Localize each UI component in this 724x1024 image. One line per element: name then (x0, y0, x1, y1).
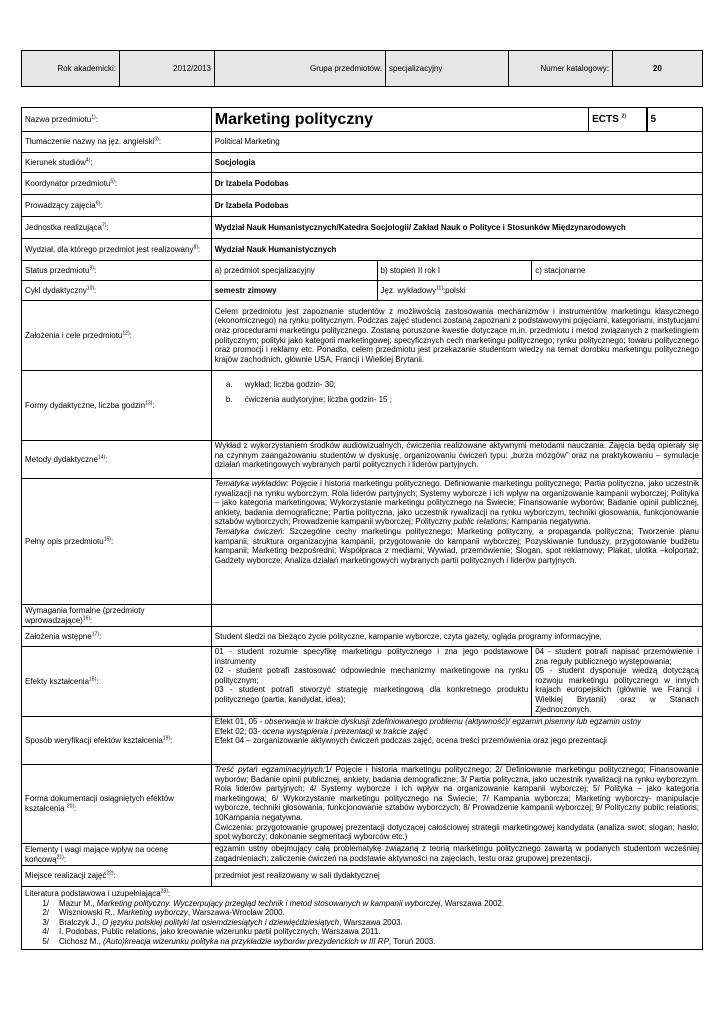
place-label: Miejsce realizacji zajęć$^{22)}$: (22, 866, 212, 887)
course-title: Marketing polityczny (211, 108, 588, 132)
formal-value (211, 605, 702, 627)
methods-label: Metody dydaktyczne$^{14)}$: (22, 441, 212, 479)
row-verify (22, 717, 703, 765)
faculty-value: Wydział Nauk Humanistycznych (211, 239, 702, 261)
prereq-label: Założenia wstępne$^{17)}$: (22, 627, 212, 647)
academic-year-value: 2012/2013 (120, 51, 215, 87)
teacher-label: Prowadzący zajęcia$^{6)}$: (22, 195, 212, 217)
course-group-label: Grupa przedmiotów: (215, 51, 386, 87)
field-value: Socjologia (211, 153, 702, 173)
catalog-value: 20 (613, 51, 703, 87)
row-cycle (22, 281, 703, 301)
row-field (22, 153, 703, 173)
cycle-value: semestr zimowy (211, 281, 377, 301)
row-weights (22, 844, 703, 866)
row-teacher (22, 195, 703, 217)
row-description (22, 479, 703, 605)
row-coordinator (22, 173, 703, 195)
docs-value: Treść pytań egzaminacyjnych:1/ Pojęcie i historia marketingu politycznego; 2/ Definiowanie marketingu politycznego; Finansowanie wyborów; Badanie opinii publicznej, ankiety, badania demograficzne; 3/ Partia polityczna, jako uczestnik rywalizacji na rynku wyborczym. Rola liderów partyjnych; 4/ Systemy wyborcze i ich wpływ na organizowanie kampanii wyborczej; 5/ Polityka – jako kategoria marketingowa; 6/ Wykorzystanie marketingu politycznego na Świecie; 7/ Kampania wyborcza; Marketing wyborczy- manipulacje wyborcze, techniki głosowania, funkcjonowanie sztabów wyborczych; 8/ Prowadzenie kampanii wyborczej; 9/ Polityczny public relations; 10Kampania negatywna. Ćwiczenia: przygotowanie grupowej prezentacji dotyczącej całościowej strategii marketingowej kandydata (analiza swot; slogan; hasło; spot wyborczy; dokonanie segmentacji wyborców etc.) (211, 765, 702, 844)
row-formal (22, 605, 703, 627)
prereq-value: Student śledzi na bieżąco życie polityczne, kampanie wyborcze, czyta gazety, ogląda programy informacyjne, (211, 627, 702, 647)
forms-label: Formy dydaktyczne, liczba godzin$^{13)}$: (22, 371, 212, 441)
effects-label: Efekty kształcenia$^{18)}$: (22, 647, 212, 717)
methods-value: Wykład z wykorzystaniem środków audiowizualnych, ćwiczenia realizowane aktywnymi metodami nauczania. Zajęcia będą opierały się na czynnym zaangażowaniu studentów w dyskusję, organizowaniu ćwiczeń typu: „burza mózgów” oraz na praktykowaniu – symulacje działań marketingowych wybranych partii politycznych i liderów partyjnych. (211, 441, 702, 479)
docs-label: Forma dokumentacji osiągniętych efektów kształcenia $^{20)}$: (22, 765, 212, 844)
row-literature (22, 887, 703, 950)
catalog-label: Numer katalogowy: (509, 51, 613, 87)
cycle-label: Cykl dydaktyczny$^{10)}$: (22, 281, 212, 301)
description-value: Tematyka wykładów: Pojęcie i historia marketingu politycznego. Definiowanie marketingu politycznego; Partia polityczna, jako uczestnik rywalizacji na rynku wyborczym. Rola liderów partyjnych; Systemy wyborcze i ich wpływ na organizowanie kampanii wyborczej; Polityka – jako kategoria marketingowa; Wykorzystanie marketingu politycznego na Świecie; Finansowanie wyborów; Badanie opinii publicznej, ankiety, badania demograficzne; Partia polityczna, jako uczestnik rywalizacji na rynku wyborczym, techniki głosowania, funkcjonowanie sztabów wyborczych; Prowadzenie kampanii wyborczej; Polityczny public relations; Kampania negatywna. Tematyka ćwiczeń: Szczególne cechy marketingu politycznego; Marketing polityczny, a propaganda polityczna; Tworzenie planu kampanii, struktura organizacyjna kampanii, przygotowanie do kampanii wyborczej; Pozyskiwanie funduszy, przygotowanie budżetu kampanii; Marketing bezpośredni; Współpraca z mediami; Wywiad, przemówienie; Slogan, spot reklamowy; Plakat, ulotka –kolportaż; Gadżety wyborcze; Analiza działań marketingowych wybranych partii politycznych i liderów partyjnych. (211, 479, 702, 605)
row-prereq (22, 627, 703, 647)
verify-value: Efekt 01, 05 - obserwacja w trakcie dyskusji zdefiniowanego problemu (aktywność)/ egzamin pisemny lub egzamin ustny Efekt 02; 03- ocena wystąpienia i prezentacji w trakcie zajęć Efekt 04 – zorganizowanie aktywnych ćwiczeń podczas zajęć, ocena treści przemówienia oraz jego prezentacji (211, 717, 702, 765)
field-label: Kierunek studiów$^{4)}$: (22, 153, 212, 173)
status-label: Status przedmiotu$^{9)}$: (22, 261, 212, 281)
goals-value: Celem przedmiotu jest zapoznanie studentów z możliwością zastosowania mechanizmów i instrumentów marketingu klasycznego (ekonomicznego) na rynku politycznym. Podczas zajęć studenci zostaną zapoznani z podstawowymi pojęciami, kategoriami, instytucjami oraz procedurami marketingu politycznego. Zostaną poruszone kwestie dotyczące m.in. przedmiotu i metod związanych z marketingiem politycznym; polityki jako kategorii marketingowej; specyficznych cech marketingu politycznego; rynku politycznego; towaru politycznego oraz promocji i reklamy etc. Ponadto, celem przedmiotu jest przekazanie studentom wiedzy na temat dorobku marketingu politycznego krajów zachodnich, głównie USA, Francji i Wielkiej Brytanii. (211, 301, 702, 371)
form-item: b. ćwiczenia audytoryjne; liczba godzin- 15 ; (235, 392, 699, 407)
literature-label: Literatura podstawowa i uzupełniająca$^{23)}$: (25, 888, 171, 898)
effects-left: 01 - student rozumie specyfikę marketingu politycznego i zna jego podstawowe instrumenty 02 - student potrafi zastosować odpowiednie mechanizmy marketingowe na rynku politycznym; 03 - student potrafi stworzyć strategię marketingową dla konkretnego produktu politycznego (partia, kandydat, idea); (211, 647, 531, 717)
forms-value (211, 371, 702, 441)
language-cell: Jęz. wykładowy$^{11)}$:polski (377, 281, 703, 301)
row-translation (22, 132, 703, 153)
row-status (22, 261, 703, 281)
weights-label: Elementy i wagi mające wpływ na ocenę końcową$^{21)}$: (22, 844, 212, 866)
literature-item: 4/ I. Podobas, Public relations, jako kreowanie wizerunku partii politycznych, Warszawa 2011. (42, 927, 381, 937)
place-value: przedmiot jest realizowany w sali dydaktycznej (211, 866, 702, 887)
unit-value: Wydział Nauk Humanistycznych/Katedra Socjologii/ Zakład Nauk o Polityce i Stosunków Międzynarodowych (211, 217, 702, 239)
literature-cell (22, 887, 703, 950)
formal-label: Wymagania formalne (przedmioty wprowadzające)$^{16)}$: (22, 605, 212, 627)
translation-label: Tłumaczenie nazwy na jęz. angielski$^{3)}$: (22, 132, 212, 153)
description-label: Pełny opis przedmiotu$^{15)}$: (22, 479, 212, 605)
row-docs (22, 765, 703, 844)
ects-label: ECTS $^{2)}$ (589, 108, 647, 132)
row-name (22, 108, 703, 132)
row-unit (22, 217, 703, 239)
coordinator-value: Dr Izabela Podobas (211, 173, 702, 195)
row-faculty (22, 239, 703, 261)
row-forms (22, 371, 703, 441)
course-group-value: specjalizacyjny (386, 51, 509, 87)
status-a: a) przedmiot specjalizacyjny (211, 261, 377, 281)
ects-value: 5 (647, 108, 703, 132)
literature-item: 2/ Wiszniowski R., Marketing wyborczy, Warszawa-Wrocław 2000. (42, 908, 285, 918)
header-table (21, 50, 703, 87)
weights-value: egzamin ustny obejmujący całą problematykę związaną z teorią marketingu politycznego zawartą w podanych studentom wcześniej zagadnieniach; zaliczenie ćwiczeń na podstawie aktywności na zajęciach, testu oraz grupowej prezentacji. (211, 844, 702, 866)
row-methods (22, 441, 703, 479)
status-b: b) stopień II rok I (377, 261, 532, 281)
row-goals (22, 301, 703, 371)
status-c: c) stacjonarne (532, 261, 703, 281)
coordinator-label: Koordynator przedmiotu$^{5)}$: (22, 173, 212, 195)
academic-year-label: Rok akademicki: (22, 51, 120, 87)
literature-item: 5/ Cichosz M., (Auto)kreacja wizerunku polityka na przykładzie wyborów prezydenckich w III RP, Toruń 2003. (42, 936, 436, 946)
verify-label: Sposób weryfikacji efektów kształcenia$^{19)}$: (22, 717, 212, 765)
row-effects (22, 647, 703, 717)
name-label: Nazwa przedmiotu$^{1)}$: (22, 108, 212, 132)
effects-right: 04 - student potrafi napisać przemówienie i zna reguły publicznego występowania; 05 - student dysponuje wiedzą dotyczącą rozwoju marketingu politycznego w innych krajach europejskich (głównie we Francji i Wielkiej Brytanii) oraz w Stanach Zjednoczonych. (532, 647, 703, 717)
literature-item: 1/ Mazur M., Marketing polityczny. Wyczerpujący przegląd technik i metod stosowanych w kampanii wyborczej, Warszawa 2002. (42, 898, 505, 908)
course-table (21, 107, 703, 950)
faculty-label: Wydział, dla którego przedmiot jest realizowany$^{8)}$: (22, 239, 212, 261)
translation-value: Political Marketing (211, 132, 702, 153)
literature-item: 3/ Bralczyk J., O języku polskiej polityki lat osiemdziesiątych i dziewięćdziesiątych, Warszawa 2003. (42, 917, 403, 927)
unit-label: Jednostka realizująca$^{7)}$: (22, 217, 212, 239)
goals-label: Założenia i cele przedmiotu$^{12)}$: (22, 301, 212, 371)
form-item: a. wykład; liczba godzin- 30; (235, 377, 699, 392)
row-place (22, 866, 703, 887)
teacher-value: Dr Izabela Podobas (211, 195, 702, 217)
